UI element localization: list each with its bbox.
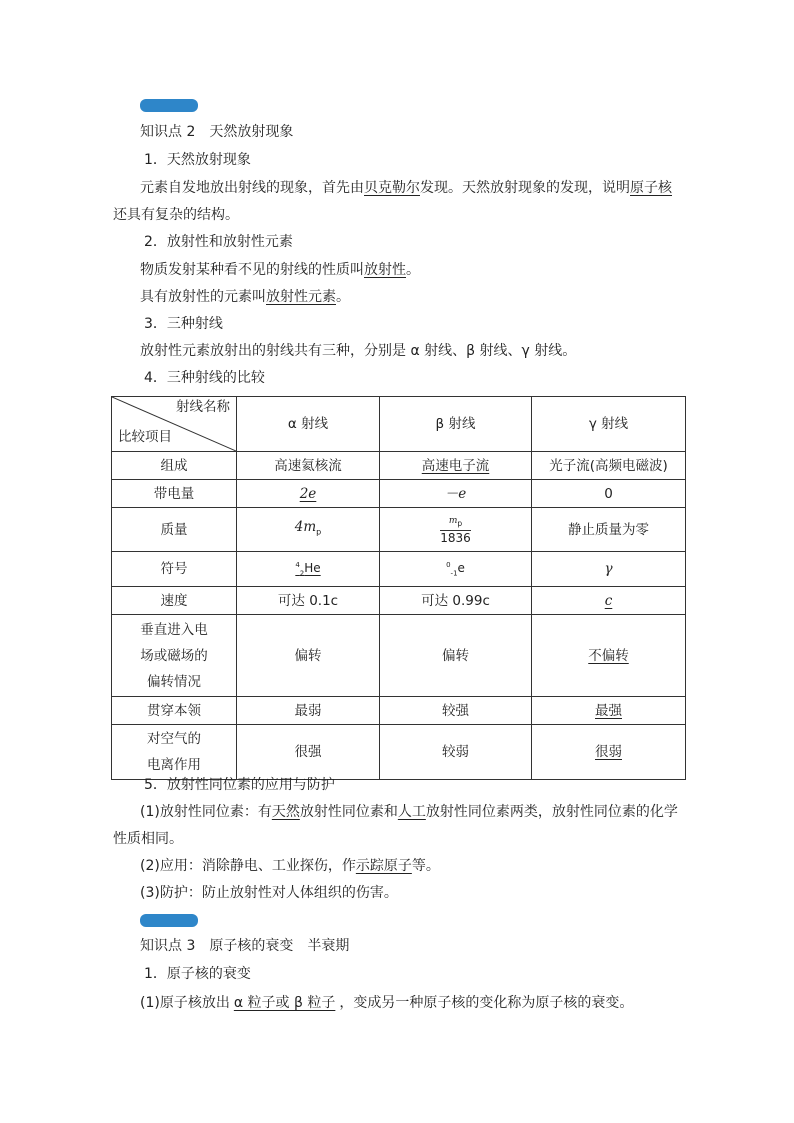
section-marker	[140, 99, 198, 112]
table-cell: c	[532, 587, 686, 615]
table-row	[112, 480, 686, 508]
paragraph: 还具有复杂的结构。	[113, 207, 239, 223]
fraction: $\frac{m_p}{1836}$	[440, 515, 471, 546]
answer-blank: 示踪原子	[355, 858, 412, 874]
section-marker	[140, 914, 198, 927]
subsection-title: 3．三种射线	[144, 316, 223, 332]
answer-blank: 人工	[397, 804, 426, 820]
column-header: γ 射线	[532, 397, 686, 452]
table-cell: 偏转	[380, 615, 532, 697]
table-cell: 静止质量为零	[532, 508, 686, 552]
table-row	[112, 452, 686, 480]
table-cell: 偏转	[237, 615, 380, 697]
table-cell: 不偏转	[532, 615, 686, 697]
paragraph: 性质相同。	[113, 831, 183, 847]
column-header: α 射线	[237, 397, 380, 452]
table-cell: 光子流(高频电磁波)	[532, 452, 686, 480]
subsection-title: 1．原子核的衰变	[144, 966, 251, 982]
table-cell	[380, 508, 532, 552]
section-heading: 知识点 2 天然放射现象	[140, 124, 294, 140]
paragraph: (1)原子核放出 α 粒子或 β 粒子 ，变成另一种原子核的变化称为原子核的衰变。	[140, 995, 634, 1011]
corner-bottom-label: 比较项目	[118, 429, 172, 445]
table-cell: 较弱	[380, 725, 532, 780]
electron-symbol: $^0_{-1}$e	[446, 561, 465, 578]
subsection-title: 4．三种射线的比较	[144, 370, 265, 386]
table-cell: 可达 0.1c	[237, 587, 380, 615]
answer-blank: 原子核	[630, 180, 672, 196]
table-row	[112, 697, 686, 725]
column-header: β 射线	[380, 397, 532, 452]
table-row	[112, 725, 686, 780]
table-row	[112, 587, 686, 615]
table-cell: 很弱	[532, 725, 686, 780]
table-cell: 很强	[237, 725, 380, 780]
subsection-title: 1．天然放射现象	[144, 152, 251, 168]
paragraph: 元素自发地放出射线的现象，首先由贝克勒尔发现。天然放射现象的发现，说明原子核	[140, 180, 672, 196]
row-label: 垂直进入电 场或磁场的 偏转情况	[112, 615, 237, 697]
table-cell: 0	[532, 480, 686, 508]
row-label: 速度	[112, 587, 237, 615]
paragraph: 放射性元素放射出的射线共有三种，分别是 α 射线、β 射线、γ 射线。	[140, 343, 577, 359]
helium-symbol: $^4_2$He	[295, 561, 321, 578]
table-cell: 高速氦核流	[237, 452, 380, 480]
answer-blank: 贝克勒尔	[364, 180, 420, 196]
answer-blank: 天然	[271, 804, 300, 820]
subsection-title: 2．放射性和放射性元素	[144, 234, 293, 250]
paragraph: 具有放射性的元素叫放射性元素。	[140, 289, 350, 305]
answer-blank: 放射性元素	[266, 289, 336, 305]
section-heading: 知识点 3 原子核的衰变 半衰期	[140, 938, 350, 954]
row-label: 带电量	[112, 480, 237, 508]
table-cell	[237, 552, 380, 587]
answer-blank: 放射性	[364, 262, 406, 278]
row-label: 组成	[112, 452, 237, 480]
subsection-title: 5．放射性同位素的应用与防护	[144, 777, 335, 793]
answer-blank: α 粒子或 β 粒子	[233, 995, 336, 1011]
table-cell: γ	[532, 552, 686, 587]
table-cell: 最弱	[237, 697, 380, 725]
table-row	[112, 615, 686, 697]
table-cell	[380, 552, 532, 587]
table-cell: 最强	[532, 697, 686, 725]
row-label: 对空气的 电离作用	[112, 725, 237, 780]
table-header-row	[112, 397, 686, 452]
row-label: 符号	[112, 552, 237, 587]
radiation-comparison-table	[111, 396, 686, 780]
row-label: 质量	[112, 508, 237, 552]
table-cell: 较强	[380, 697, 532, 725]
table-cell: $4m_p$	[237, 508, 380, 552]
table-cell: 可达 0.99c	[380, 587, 532, 615]
paragraph: (2)应用：消除静电、工业探伤，作示踪原子等。	[140, 858, 440, 874]
paragraph: (3)防护：防止放射性对人体组织的伤害。	[140, 885, 398, 901]
table-corner-cell	[112, 397, 237, 452]
corner-top-label: 射线名称	[176, 399, 230, 415]
table-cell: 高速电子流	[380, 452, 532, 480]
paragraph: (1)放射性同位素：有天然放射性同位素和人工放射性同位素两类，放射性同位素的化学	[140, 804, 678, 820]
table-row	[112, 552, 686, 587]
paragraph: 物质发射某种看不见的射线的性质叫放射性。	[140, 262, 420, 278]
table-cell: －e	[380, 480, 532, 508]
table-cell: 2e	[237, 480, 380, 508]
table-row	[112, 508, 686, 552]
row-label: 贯穿本领	[112, 697, 237, 725]
